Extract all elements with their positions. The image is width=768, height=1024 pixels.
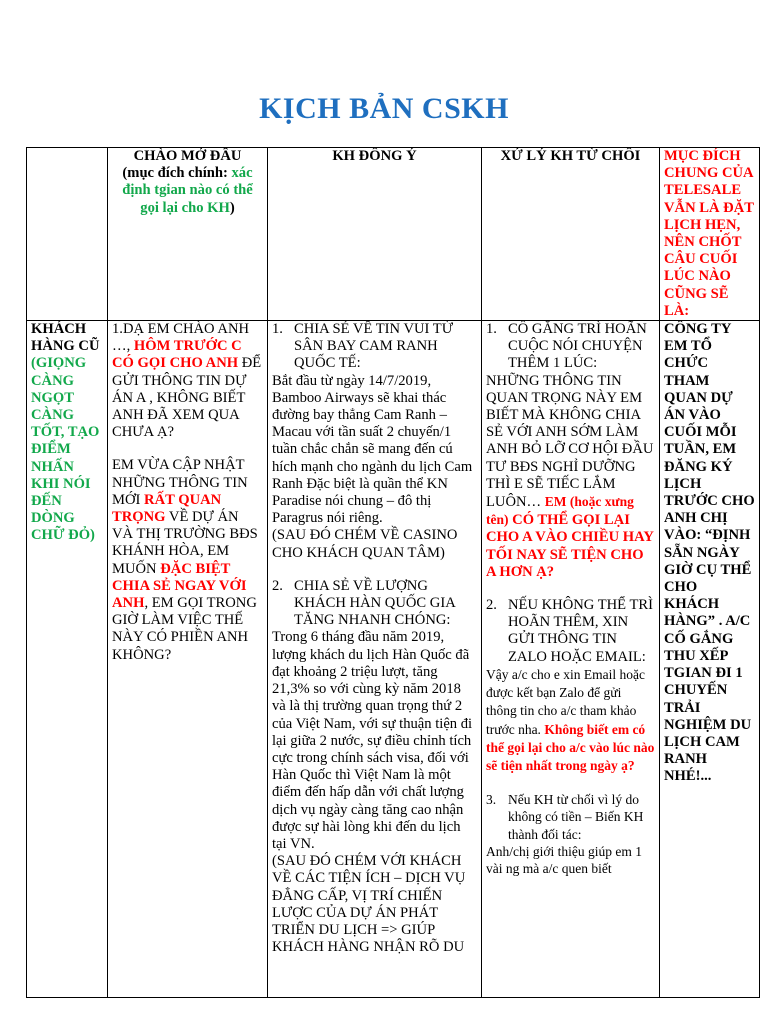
header-row bbox=[27, 148, 760, 321]
header-cell-refuse: XỬ LÝ KH TỪ CHỐI bbox=[482, 148, 660, 321]
refuse-item-2: 2. NẾU KHÔNG THỂ TRÌ HOÃN THÊM, XIN GỬI THÔNG TIN ZALO HOẶC EMAIL: bbox=[486, 597, 653, 665]
cell-goal: CÔNG TY EM TỔ CHỨC THAM QUAN DỰ ÁN VÀO CUỐI MỖI TUẦN, EM ĐĂNG KÝ LỊCH TRƯỚC CHO ANH CHỊ VÀO: “ĐỊNH SẴN NGÀY GIỜ CỤ THỂ CHO KHÁCH HÀNG” . A/C CỐ GẮNG THU XẾP TGIAN ĐI 1 CHUYẾN TRẢI NGHIỆM DU LỊCH CAM RANH NHÉ!... bbox=[660, 321, 760, 998]
customer-label: KHÁCH HÀNG CŨ bbox=[31, 321, 100, 355]
header-cell-goal: MỤC ĐÍCH CHUNG CỦA TELESALE VẪN LÀ ĐẶT LỊCH HẸN, NÊN CHỐT CÂU CUỐI LÚC NÀO CŨNG SẼ LÀ: bbox=[660, 148, 760, 321]
refuse-item-1: 1. CỐ GẮNG TRÌ HOÃN CUỘC NÓI CHUYỆN THÊM 1 LÚC: bbox=[486, 321, 647, 372]
header-cell-greeting: CHÀO MỞ ĐẦU (mục đích chính: xác định tgian nào có thể gọi lại cho KH) bbox=[108, 148, 268, 321]
script-table bbox=[26, 147, 760, 998]
customer-note: (GIỌNG CÀNG NGỌT CÀNG TỐT, TẠO ĐIỂM NHẤN KHI NÓI ĐẾN DÒNG CHỮ ĐỎ) bbox=[31, 355, 100, 544]
cell-customer-type bbox=[27, 321, 108, 998]
content-row bbox=[27, 321, 760, 998]
agree-item-1: 1. CHIA SẺ VỀ TIN VUI TỪ SÂN BAY CAM RANH QUỐC TẾ: bbox=[272, 321, 454, 372]
cell-agree: 1. CHIA SẺ VỀ TIN VUI TỪ SÂN BAY CAM RANH QUỐC TẾ: Bắt đầu từ ngày 14/7/2019, Bamboo Airways sẽ khai thác đường bay thẳng Cam Ranh – Macau với tần suất 2 chuyến/1 tuần chắc chắn sẽ mang đến cú hích mạnh cho ngành du lịch Cam Ranh Đặc biệt là quần thể KN Paradise nói chung – đô thị Paragrus nói riêng. (SAU ĐÓ CHÉM VỀ CASINO CHO KHÁCH QUAN TÂM) 2. CHIA SẺ VỀ LƯỢNG KHÁCH HÀN QUỐC GIA TĂNG NHANH CHÓNG: Trong 6 tháng đầu năm 2019, lượng khách du lịch Hàn Quốc đã đạt khoảng 2 triệu lượt, tăng 21,3% so với cùng kỳ năm 2018 và là thị trường quan trọng thứ 2 của Việt Nam, với sự thuận tiện đi lại giữa 2 nước, sự điều chỉnh tích cực trong chính sách visa, đối với Hàn Quốc thì Việt Nam là một điểm đến hấp dẫn với chất lượng dịch vụ ngày càng tăng cao nhận được sự hài lòng khi đến du lịch tại VN. (SAU ĐÓ CHÉM VỚI KHÁCH VỀ CÁC TIỆN ÍCH – DỊCH VỤ ĐẲNG CẤP, VỊ TRÍ CHIẾN LƯỢC CỦA DỰ ÁN PHÁT TRIỂN DU LỊCH => GIÚP KHÁCH HÀNG NHẬN RÕ DU bbox=[268, 321, 482, 998]
header-cell-agree: KH ĐỒNG Ý bbox=[268, 148, 482, 321]
cell-refuse: 1. CỐ GẮNG TRÌ HOÃN CUỘC NÓI CHUYỆN THÊM 1 LÚC: NHỮNG THÔNG TIN QUAN TRỌNG NÀY EM BIẾT MÀ KHÔNG CHIA SẺ VỚI ANH SỚM LÀM ANH BỎ LỠ CƠ HỘI ĐẦU TƯ BĐS NGHỈ DƯỠNG THÌ E SẼ TIẾC LẮM LUÔN… EM (hoặc xưng tên) CÓ THỂ GỌI LẠI CHO A VÀO CHIỀU HAY TỐI NAY SẼ TIỆN CHO A HƠN Ạ? 2. NẾU KHÔNG THỂ TRÌ HOÃN THÊM, XIN GỬI THÔNG TIN ZALO HOẶC EMAIL: Vậy a/c cho e xin Email hoặc được kết bạn Zalo để gửi thông tin cho a/c tham khảo trước nha. Không biết em có thể gọi lại cho a/c vào lúc nào sẽ tiện nhất trong ngày ạ? 3. Nếu KH từ chối vì lý do không có tiền – Biến KH thành đối tác: Anh/chị giới thiệu giúp em 1 vài ng mà a/c quen biết bbox=[482, 321, 660, 998]
agree-item-2: 2. CHIA SẺ VỀ LƯỢNG KHÁCH HÀN QUỐC GIA TĂNG NHANH CHÓNG: bbox=[272, 577, 455, 629]
refuse-item-3: 3. Nếu KH từ chối vì lý do không có tiền – Biến KH thành đối tác: bbox=[486, 792, 644, 842]
header-cell-empty bbox=[27, 148, 108, 321]
page-title: KỊCH BẢN CSKH bbox=[259, 92, 509, 125]
cell-greeting: 1.DẠ EM CHÀO ANH …, HÔM TRƯỚC C CÓ GỌI CHO ANH ĐỂ GỬI THÔNG TIN DỰ ÁN A , KHÔNG BIẾT ANH ĐÃ XEM QUA CHƯA Ạ? EM VỪA CẬP NHẬT NHỮNG THÔNG TIN MỚI RẤT QUAN TRỌNG VỀ DỰ ÁN VÀ THỊ TRƯỜNG BĐS KHÁNH HÒA, EM MUỐN ĐẶC BIỆT CHIA SẺ NGAY VỚI ANH, EM GỌI TRONG GIỜ LÀM VIỆC THẾ NÀY CÓ PHIỀN ANH KHÔNG? bbox=[108, 321, 268, 998]
